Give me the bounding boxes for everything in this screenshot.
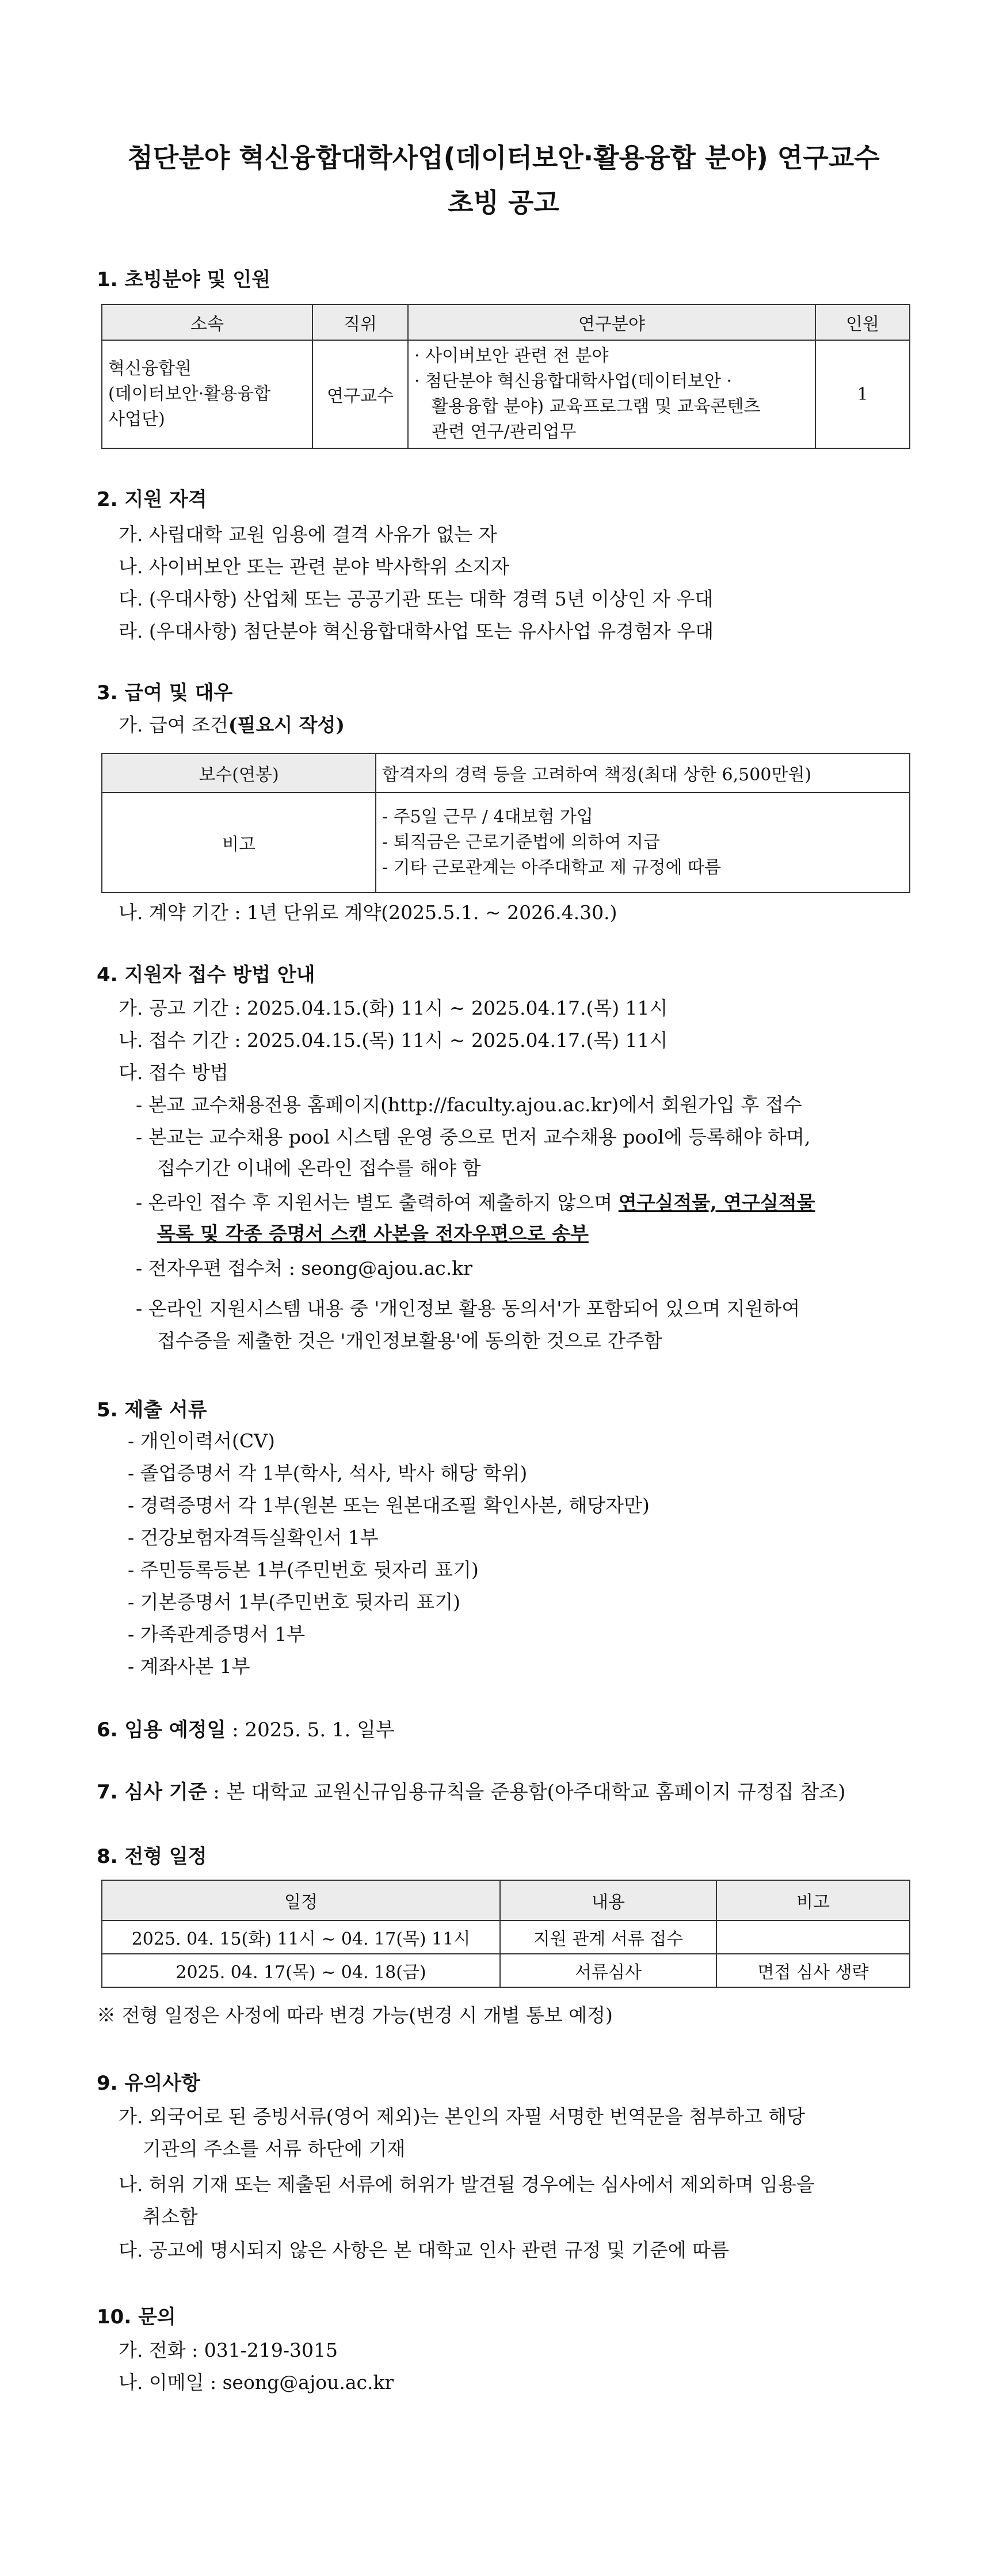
caution-item: 다. 공고에 명시되지 않은 사항은 본 대학교 인사 관련 규정 및 기준에 따름: [119, 2239, 729, 2261]
document-item: - 가족관계증명서 1부: [128, 1623, 306, 1645]
col-position-header: 직위: [312, 304, 408, 340]
caution-item: 가. 외국어로 된 증빙서류(영어 제외)는 본인의 자필 서명한 번역문을 첨부하고 해당: [119, 2105, 806, 2128]
document-item: - 계좌사본 1부: [128, 1655, 250, 1678]
pay-label: 보수(연봉): [102, 753, 376, 792]
document-item: - 건강보험자격득실확인서 1부: [128, 1526, 379, 1549]
document-item: - 경력증명서 각 1부(원본 또는 원본대조필 확인사본, 해당자만): [128, 1494, 650, 1516]
contract-period: 나. 계약 기간 : 1년 단위로 계약(2025.5.1. ~ 2026.4.30.): [119, 901, 617, 924]
position-cell: 연구교수: [312, 340, 408, 448]
section-8-heading: 8. 전형 일정: [97, 1845, 207, 1868]
method-item: - 본교는 교수채용 pool 시스템 운영 중으로 먼저 교수채용 pool에 등록해야 하며,: [136, 1126, 811, 1148]
schedule-note: ※ 전형 일정은 사정에 따라 변경 가능(변경 시 개별 통보 예정): [97, 2004, 613, 2026]
pay-value: 합격자의 경력 등을 고려하여 책정(최대 상한 6,500만원): [376, 753, 910, 792]
note-label: 비고: [102, 792, 376, 893]
note-value: - 주5일 근무 / 4대보험 가입 - 퇴직금은 근로기준법에 의하여 지급 - 기타 근로관계는 아주대학교 제 규정에 따름: [376, 792, 910, 893]
method-item: - 본교 교수채용전용 홈페이지(http://faculty.ajou.ac.kr)에서 회원가입 후 접수: [136, 1093, 802, 1116]
page-subtitle: 초빙 공고: [448, 187, 559, 218]
schedule-date-header: 일정: [102, 1880, 500, 1920]
table-row: 2025. 04. 15(화) 11시 ~ 04. 17(목) 11시 지원 관계 서류 접수: [102, 1920, 910, 1954]
method-item-cont: 접수증을 제출한 것은 '개인정보활용'에 동의한 것으로 간주함: [157, 1329, 663, 1352]
application-period: 나. 접수 기간 : 2025.04.15.(목) 11시 ~ 2025.04.17.(목) 11시: [119, 1029, 668, 1051]
method-item-cont: 목록 및 각종 증명서 스캔 사본을 전자우편으로 송부: [157, 1222, 589, 1245]
caution-item-cont: 기관의 주소를 서류 하단에 기재: [143, 2137, 406, 2160]
recruit-table: [101, 304, 910, 449]
schedule-note-header: 비고: [716, 1880, 910, 1920]
contact-phone: 가. 전화 : 031-219-3015: [119, 2339, 338, 2361]
document-item: - 기본증명서 1부(주민번호 뒷자리 표기): [128, 1591, 461, 1613]
section-7-heading: 7. 심사 기준 : 본 대학교 교원신규임용규칙을 준용함(아주대학교 홈페이지 규정집 참조): [97, 1781, 846, 1804]
document-item: - 개인이력서(CV): [128, 1430, 275, 1452]
section-2-heading: 2. 지원 자격: [97, 488, 207, 511]
schedule-table: [101, 1880, 910, 1988]
section-9-heading: 9. 유의사항: [97, 2072, 200, 2095]
method-item-cont: 접수기간 이내에 온라인 접수를 해야 함: [157, 1157, 481, 1179]
caution-item-cont: 취소함: [143, 2205, 198, 2228]
page-title: 첨단분야 혁신융합대학사업(데이터보안·활용융합 분야) 연구교수: [127, 142, 880, 173]
method-item: - 온라인 지원시스템 내용 중 '개인정보 활용 동의서'가 포함되어 있으며 지원하여: [136, 1297, 800, 1320]
caution-item: 나. 허위 기재 또는 제출된 서류에 허위가 발견될 경우에는 심사에서 제외하며 임용을: [119, 2173, 815, 2196]
salary-table: [101, 753, 910, 893]
section-5-heading: 5. 제출 서류: [97, 1398, 207, 1422]
table-row: 2025. 04. 17(목) ~ 04. 18(금) 서류심사 면접 심사 생략: [102, 1954, 910, 1987]
col-count-header: 인원: [815, 304, 910, 340]
col-research-header: 연구분야: [408, 304, 815, 340]
section-1-heading: 1. 초빙분야 및 인원: [97, 268, 270, 291]
count-cell: 1: [815, 340, 910, 448]
research-cell: · 사이버보안 관련 전 분야 · 첨단분야 혁신융합대학사업(데이터보안 · 활용융합 분야) 교육프로그램 및 교육콘텐츠 관련 연구/관리업무: [408, 340, 815, 448]
schedule-content-header: 내용: [500, 1880, 716, 1920]
notice-period: 가. 공고 기간 : 2025.04.15.(화) 11시 ~ 2025.04.17.(목) 11시: [119, 997, 668, 1019]
qualification-item: 라. (우대사항) 첨단분야 혁신융합대학사업 또는 유사사업 유경험자 우대: [119, 620, 714, 642]
qualification-item: 가. 사립대학 교원 임용에 결격 사유가 없는 자: [119, 523, 497, 546]
col-org-header: 소속: [102, 304, 312, 340]
document-item: - 졸업증명서 각 1부(학사, 석사, 박사 해당 학위): [128, 1462, 528, 1484]
document-item: - 주민등록등본 1부(주민번호 뒷자리 표기): [128, 1558, 479, 1581]
section-6-heading: 6. 임용 예정일 : 2025. 5. 1. 일부: [97, 1718, 395, 1742]
contact-email: 나. 이메일 : seong@ajou.ac.kr: [119, 2371, 394, 2394]
qualification-item: 나. 사이버보안 또는 관련 분야 박사학위 소지자: [119, 555, 510, 578]
qualification-item: 다. (우대사항) 산업체 또는 공공기관 또는 대학 경력 5년 이상인 자 우대: [119, 588, 714, 610]
section-4-heading: 4. 지원자 접수 방법 안내: [97, 963, 315, 986]
salary-condition-label: 가. 급여 조건(필요시 작성): [119, 714, 345, 736]
method-item: - 전자우편 접수처 : seong@ajou.ac.kr: [136, 1257, 473, 1279]
application-method-label: 다. 접수 방법: [119, 1061, 228, 1084]
section-10-heading: 10. 문의: [97, 2306, 176, 2329]
section-3-heading: 3. 급여 및 대우: [97, 681, 233, 704]
method-item: - 온라인 접수 후 지원서는 별도 출력하여 제출하지 않으며 연구실적물, 연구실적물: [136, 1191, 815, 1214]
org-cell: 혁신융합원 (데이터보안·활용융합 사업단): [102, 340, 312, 448]
